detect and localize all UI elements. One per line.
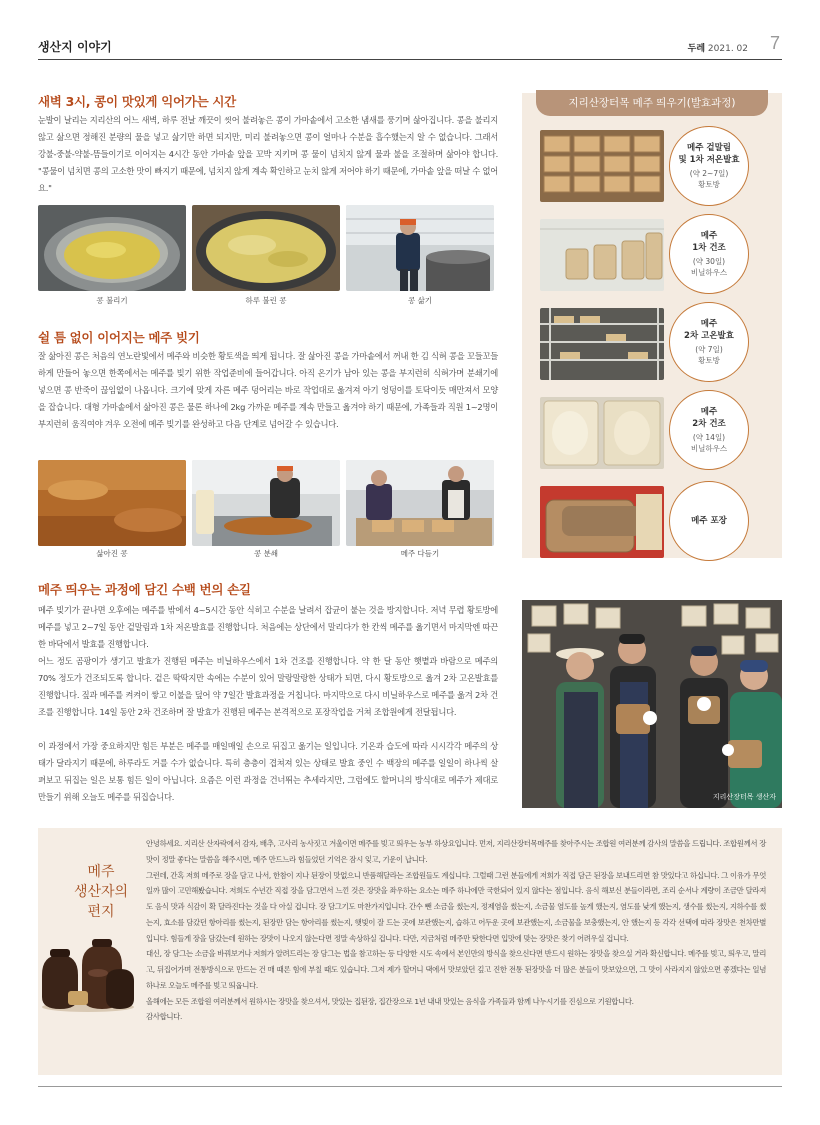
step-5-title: 메주 포장 xyxy=(691,516,727,526)
producers-photo-caption: 지리산장터목 생산자 xyxy=(712,793,776,801)
letter-title: 메주 생산자의 편지 xyxy=(73,864,129,920)
step-1-photo xyxy=(540,130,664,202)
caption-4: 삶아진 콩 xyxy=(96,549,128,558)
page-number: 7 xyxy=(769,33,780,53)
step-1-detail: (약 2~7일) 황토방 xyxy=(689,169,729,189)
publication-name: 두레 xyxy=(687,44,706,54)
step-3-title: 메주 2차 고온발효 xyxy=(684,319,734,341)
letter-paragraph: 대신, 장 담그는 소금을 바꿔보거나 저희가 알려드리는 장 담그는 법을 참고하는 등 다양한 시도 속에서 본인만의 방식을 찾으신다면 반드시 원하는 장맛을 찾으실 거라 확신합니다. 메주를 빚고, 띄우고, 말리고, 뒤집어가며 전통방식으로 만드는 건 매 때론 힘에 부칠 때도 있습니다. 그저 제가 할머니 댁에서 맛보았던 깊고 진한 전통 된장맛을 더 많은 분들이 맛보았으면, 그 맛이 사라지지 않았으면 좋겠다는 일념 하나로 오늘도 메주를 빚고 띄웁니다. xyxy=(146,949,766,990)
step-4-photo xyxy=(540,397,664,469)
step-4-circle xyxy=(669,390,749,470)
caption-1: 콩 불리기 xyxy=(96,296,128,305)
photo-boiling-beans xyxy=(346,205,494,291)
publication-date: 2021. 02 xyxy=(707,44,748,54)
section-3-paragraph-3: 이 과정에서 가장 중요하지만 힘든 부분은 메주를 매일매일 손으로 뒤집고 옮기는 일입니다. 기온과 습도에 따라 시시각각 메주의 상태가 달라지기 때문에, 하루라도 거를 수가 없습니다. 특히 층층이 겹쳐져 있는 상태로 발효 중인 수 백장의 메주를 일일이 하나씩 살펴보고 뒤집는 일은 보통 힘든 일이 아닙니다. 요즘은 이런 과정을 건너뛰는 추세라지만, 그럼에도 할머니의 방식대로 메주가 제대로 만들기 위해 오늘도 메주를 뒤집습니다. xyxy=(38,741,498,802)
footer-rule xyxy=(38,1086,782,1087)
photo-boiled-beans xyxy=(38,460,186,546)
step-2-title: 메주 1차 건조 xyxy=(692,231,726,253)
photo-shaping-meju xyxy=(346,460,494,546)
step-2-circle xyxy=(669,214,749,294)
caption-5: 콩 분쇄 xyxy=(253,549,279,558)
section-3-paragraph-1: 메주 빚기가 끝나면 오후에는 메주를 밖에서 4~5시간 동안 식히고 수분을 날려서 잡균이 붙는 것을 방지합니다. 저녁 무렵 황토방에 메주를 넣고 2~7일 동안 겉말림과 1차 저온발효를 진행합니다. 처음에는 상단에서 말리다가 한 칸씩 메주를 옮기면서 마지막엔 따끈한 바닥에서 발효를 진행합니다. xyxy=(38,605,498,649)
section-label: 생산지 이야기 xyxy=(38,40,112,54)
process-title: 지리산장터목 메주 띄우기(발효과정) xyxy=(536,90,768,116)
section-1-body: 눈발이 날리는 지리산의 어느 새벽, 하루 전날 깨끗이 씻어 불려놓은 콩이 가마솥에서 고소한 냄새를 풍기며 삶아집니다. 콩을 불리지 않고 삶으면 정해진 분량의 물을 넣고 삶기만 하면 되지만, 미리 불려놓으면 콩이 얼마나 수분을 흡수했는지 알 수 없습니다. 그래서 강불-중불-약불-뜸들이기로 이어지는 4시간 동안 가마솥 앞을 꼬박 지키며 콩 물이 넘치지 않게 물과 불을 조절하며 삶아야 합니다. "콩물이 넘치면 콩의 고소한 맛이 빠지기 때문에, 넘치지 않게 계속 확인하고 눈치 않게 저어야 하기 때문에, 가마솥 앞을 떠날 수 없어요." xyxy=(38,115,498,193)
section-2-body: 잘 삶아진 콩은 처음의 연노란빛에서 메주와 비슷한 황토색을 띄게 됩니다. 잘 삶아진 콩을 가마솥에서 꺼내 한 김 식혀 콩을 꼬들꼬들하게 만들어 놓으면 한쪽에서는 메주를 빚기 위한 작업준비에 들어갑니다. 아직 온기가 남아 있는 콩을 부지런히 식혀가며 분쇄기에 넣으면 콩 반죽이 끊임없이 나옵니다. 크기에 맞게 자른 메주 덩어리는 바로 작업대로 옮겨져 아기 엉덩이를 토닥이듯 매만져서 모양을 잡습니다. 대형 가마솥에서 삶아진 콩은 물론 하나에 2kg 가까운 메주를 계속 만들고 옮겨야 하기 때문에, 가족들과 직원 1~2명이 부지런히 움직여야 겨우 오전에 메주 빚기를 완성하고 다음 단계로 넘어갈 수 있습니다. xyxy=(38,351,498,429)
step-3-circle xyxy=(669,302,749,382)
section-1-title: 새벽 3시, 콩이 맛있게 익어가는 시간 xyxy=(38,94,236,109)
photo-soaking-beans xyxy=(38,205,186,291)
letter-paragraph: 그런데, 간혹 저희 메주로 장을 담고 나서, 한참이 지나 된장이 맛없으니 반품해달라는 조합원들도 계십니다. 그럴때 그런 분들에게 저희가 직접 담근 된장을 보내드리면 참 맛있다고 하십니다. 그 이유가 무엇일까 많이 고민해봤습니다. 저희도 수년간 직접 장을 담그면서 느낀 것은 장맛을 좌우하는 요소는 메주 하나에만 국한되어 있지 않다는 점입니다. 음식 해보신 분들이라면, 조리 순서나 계량이 조금만 달라져도 음식 맛과 식감이 확 달라진다는 것을 다 아실 겁니다. 장 담그기도 마찬가지입니다. 간수 뺀 소금을 썼는지, 정제염을 썼는지, 소금물 염도를 높게 했는지, 염도를 낮게 했는지, 생수를 썼는지, 지하수를 썼는지, 효소를 담갔던 항아리를 썼는지, 된장만 담는 항아리를 썼는지, 햇빛이 잘 드는 곳에 보관했는지, 습하고 어두운 곳에 보관했는지, 소금물을 보충했는지, 안 했는지 등 각각 선택에 따라 장맛은 천차만별입니다. 힘들게 장을 담갔는데 원하는 장맛이 나오지 않는다면 정말 속상하실 겁니다. 다만, 지금처럼 메주만 탓한다면 입맛에 맞는 장맛은 찾기 어려우실 겁니다. xyxy=(146,870,766,943)
jars-illustration xyxy=(38,935,138,1013)
photo-grinding-beans xyxy=(192,460,340,546)
caption-2: 하루 불린 콩 xyxy=(245,296,287,305)
letter-closing: 감사합니다. xyxy=(146,1012,182,1022)
publication-info xyxy=(688,41,748,54)
step-5-photo xyxy=(540,486,664,558)
letter-paragraph: 올해에는 모든 조합원 여러분께서 원하시는 장맛을 찾으셔서, 맛있는 집된장, 집간장으로 1년 내내 맛있는 음식을 가족들과 함께 나누시기를 진심으로 기원합니다. xyxy=(146,996,634,1006)
caption-6: 메주 다듬기 xyxy=(400,549,440,558)
page-header xyxy=(38,30,782,60)
step-3-detail: (약 7일) 황토방 xyxy=(695,345,723,365)
caption-3: 콩 삶기 xyxy=(407,296,433,305)
step-4-detail: (약 14일) 비닐하우스 xyxy=(690,433,728,453)
step-2-detail: (약 30일) 비닐하우스 xyxy=(690,257,728,277)
step-2-photo xyxy=(540,219,664,291)
step-1-circle xyxy=(669,126,749,206)
section-2-title: 쉴 틈 없이 이어지는 메주 빚기 xyxy=(38,330,200,345)
section-3-title: 메주 띄우는 과정에 담긴 수백 번의 손길 xyxy=(38,582,251,597)
producers-photo xyxy=(522,600,782,808)
step-1-title: 메주 겉말림 및 1차 저온발효 xyxy=(678,143,740,165)
letter-paragraph: 안녕하세요. 지리산 산자락에서 감자, 배추, 고사리 농사짓고 겨울이면 메주를 빚고 띄우는 농부 하상요입니다. 먼저, 지리산장터목메주를 찾아주시는 조합원 여러분께 감사의 말씀을 드립니다. 조합원께서 장맛이 정말 좋다는 말씀을 해주시면, 메주 만드느라 힘들었던 기억은 잠시 잊고, 기운이 납니다. xyxy=(146,839,766,864)
step-5-circle xyxy=(669,481,749,561)
letter-body xyxy=(146,836,766,1025)
step-3-photo xyxy=(540,308,664,380)
section-3-paragraph-2: 어느 정도 곰팡이가 생기고 발효가 진행된 메주는 비닐하우스에서 1차 건조를 진행합니다. 약 한 달 동안 햇볕과 바람으로 메주의 70% 정도가 건조되도록 합니다. 겉은 딱딱지만 속에는 수분이 있어 말랑말랑한 상태가 되면, 다시 황토방으로 옮겨 2차 고온발효를 진행합니다. 짚과 메주를 켜켜이 쌓고 이불을 덮어 약 7일간 발효과정을 거칩니다. 마지막으로 다시 비닐하우스로 메주를 옮겨 2차 건조를 진행합니다. 14일 동안 2차 건조하며 잘 발효가 진행된 메주는 본격적으로 포장작업을 거쳐 조합원에게 전달됩니다. xyxy=(38,656,498,717)
step-4-title: 메주 2차 건조 xyxy=(692,407,726,429)
photo-soaked-beans xyxy=(192,205,340,291)
